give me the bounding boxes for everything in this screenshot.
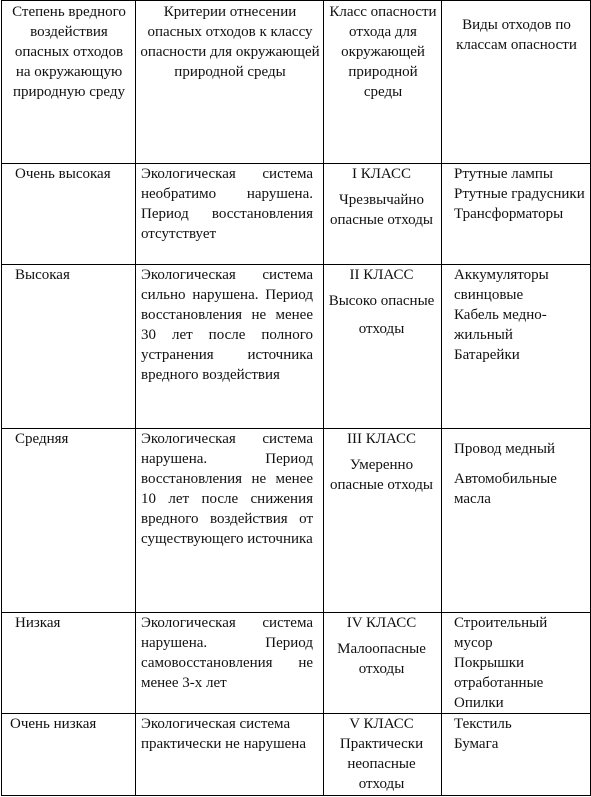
class-name: III КЛАСС [346,431,416,447]
table-row [2,429,591,613]
waste-type-item: Батарейки [454,347,520,363]
waste-type-item: Провод медный [454,441,555,457]
class-description: Малоопасные отходы [337,641,426,677]
impact-level-cell: Очень низкая [2,714,136,796]
impact-level-cell: Высокая [2,265,136,429]
waste-type-item: Ртутные градусники [454,186,585,202]
hazard-class-cell [324,714,442,796]
waste-types-cell [442,429,591,613]
waste-type-item: Опилки [454,695,504,711]
criteria-cell: Экологическая система нарушена. Период восстановления не менее 10 лет после снижения вредного воздействия от существующего источника [136,429,324,613]
class-description-continued: отходы [358,321,405,337]
criteria-cell: Экологическая система нарушена. Период самовосстановления не менее 3-х лет [136,613,324,714]
table-row [2,613,591,714]
class-name: IV КЛАСС [346,615,417,631]
waste-type-item: Автомобильные масла [454,471,557,507]
class-description: Высоко опасные [328,293,435,309]
impact-level-cell: Средняя [2,429,136,613]
waste-type-item: Бумага [454,736,499,752]
table-header-row [2,1,591,164]
header-criteria: Критерии отнесении опасных отходов к классу опасности для окружающей природной среды [136,1,324,164]
waste-type-item: Трансформаторы [454,206,564,222]
waste-types-cell [442,265,591,429]
table-row [2,164,591,265]
class-description: Практически неопасные отходы [339,736,424,792]
waste-type-item: Аккумуляторы свинцовые [454,267,549,303]
waste-type-item: Ртутные лампы [454,166,554,182]
hazard-class-cell [324,265,442,429]
hazard-class-cell [324,429,442,613]
waste-types-cell [442,613,591,714]
class-name: I КЛАСС [351,166,412,182]
impact-level-cell: Низкая [2,613,136,714]
header-hazard-class: Класс опасности отхода для окружающей природной среды [324,1,442,164]
impact-level-cell: Очень высокая [2,164,136,265]
waste-types-cell [442,714,591,796]
waste-type-item: Кабель медно-жильный [454,307,547,343]
class-name: V КЛАСС [349,716,414,732]
hazard-class-cell [324,613,442,714]
criteria-cell: Экологическая система практически не нарушена [136,714,324,796]
waste-type-item: Строительный мусор [454,615,548,651]
hazard-class-cell [324,164,442,265]
waste-types-cell [442,164,591,265]
waste-type-item: Текстиль [454,716,512,732]
class-name: II КЛАСС [349,267,414,283]
class-description: Чрезвычайно опасные отходы [330,192,433,228]
criteria-cell: Экологическая система сильно нарушена. Период восстановления не менее 30 лет после полного устранения источника вредного воздействия [136,265,324,429]
table-row [2,714,591,796]
waste-type-item: Покрышки отработанные [454,655,544,691]
hazard-class-table [1,0,591,796]
header-waste-types: Виды отходов по классам опасности [442,1,591,164]
header-impact-degree: Степень вредного воздействия опасных отходов на окружающую природную среду [2,1,136,164]
table-row [2,265,591,429]
criteria-cell: Экологическая система необратимо нарушена. Период восстановления отсутствует [136,164,324,265]
class-description: Умеренно опасные отходы [330,457,433,493]
